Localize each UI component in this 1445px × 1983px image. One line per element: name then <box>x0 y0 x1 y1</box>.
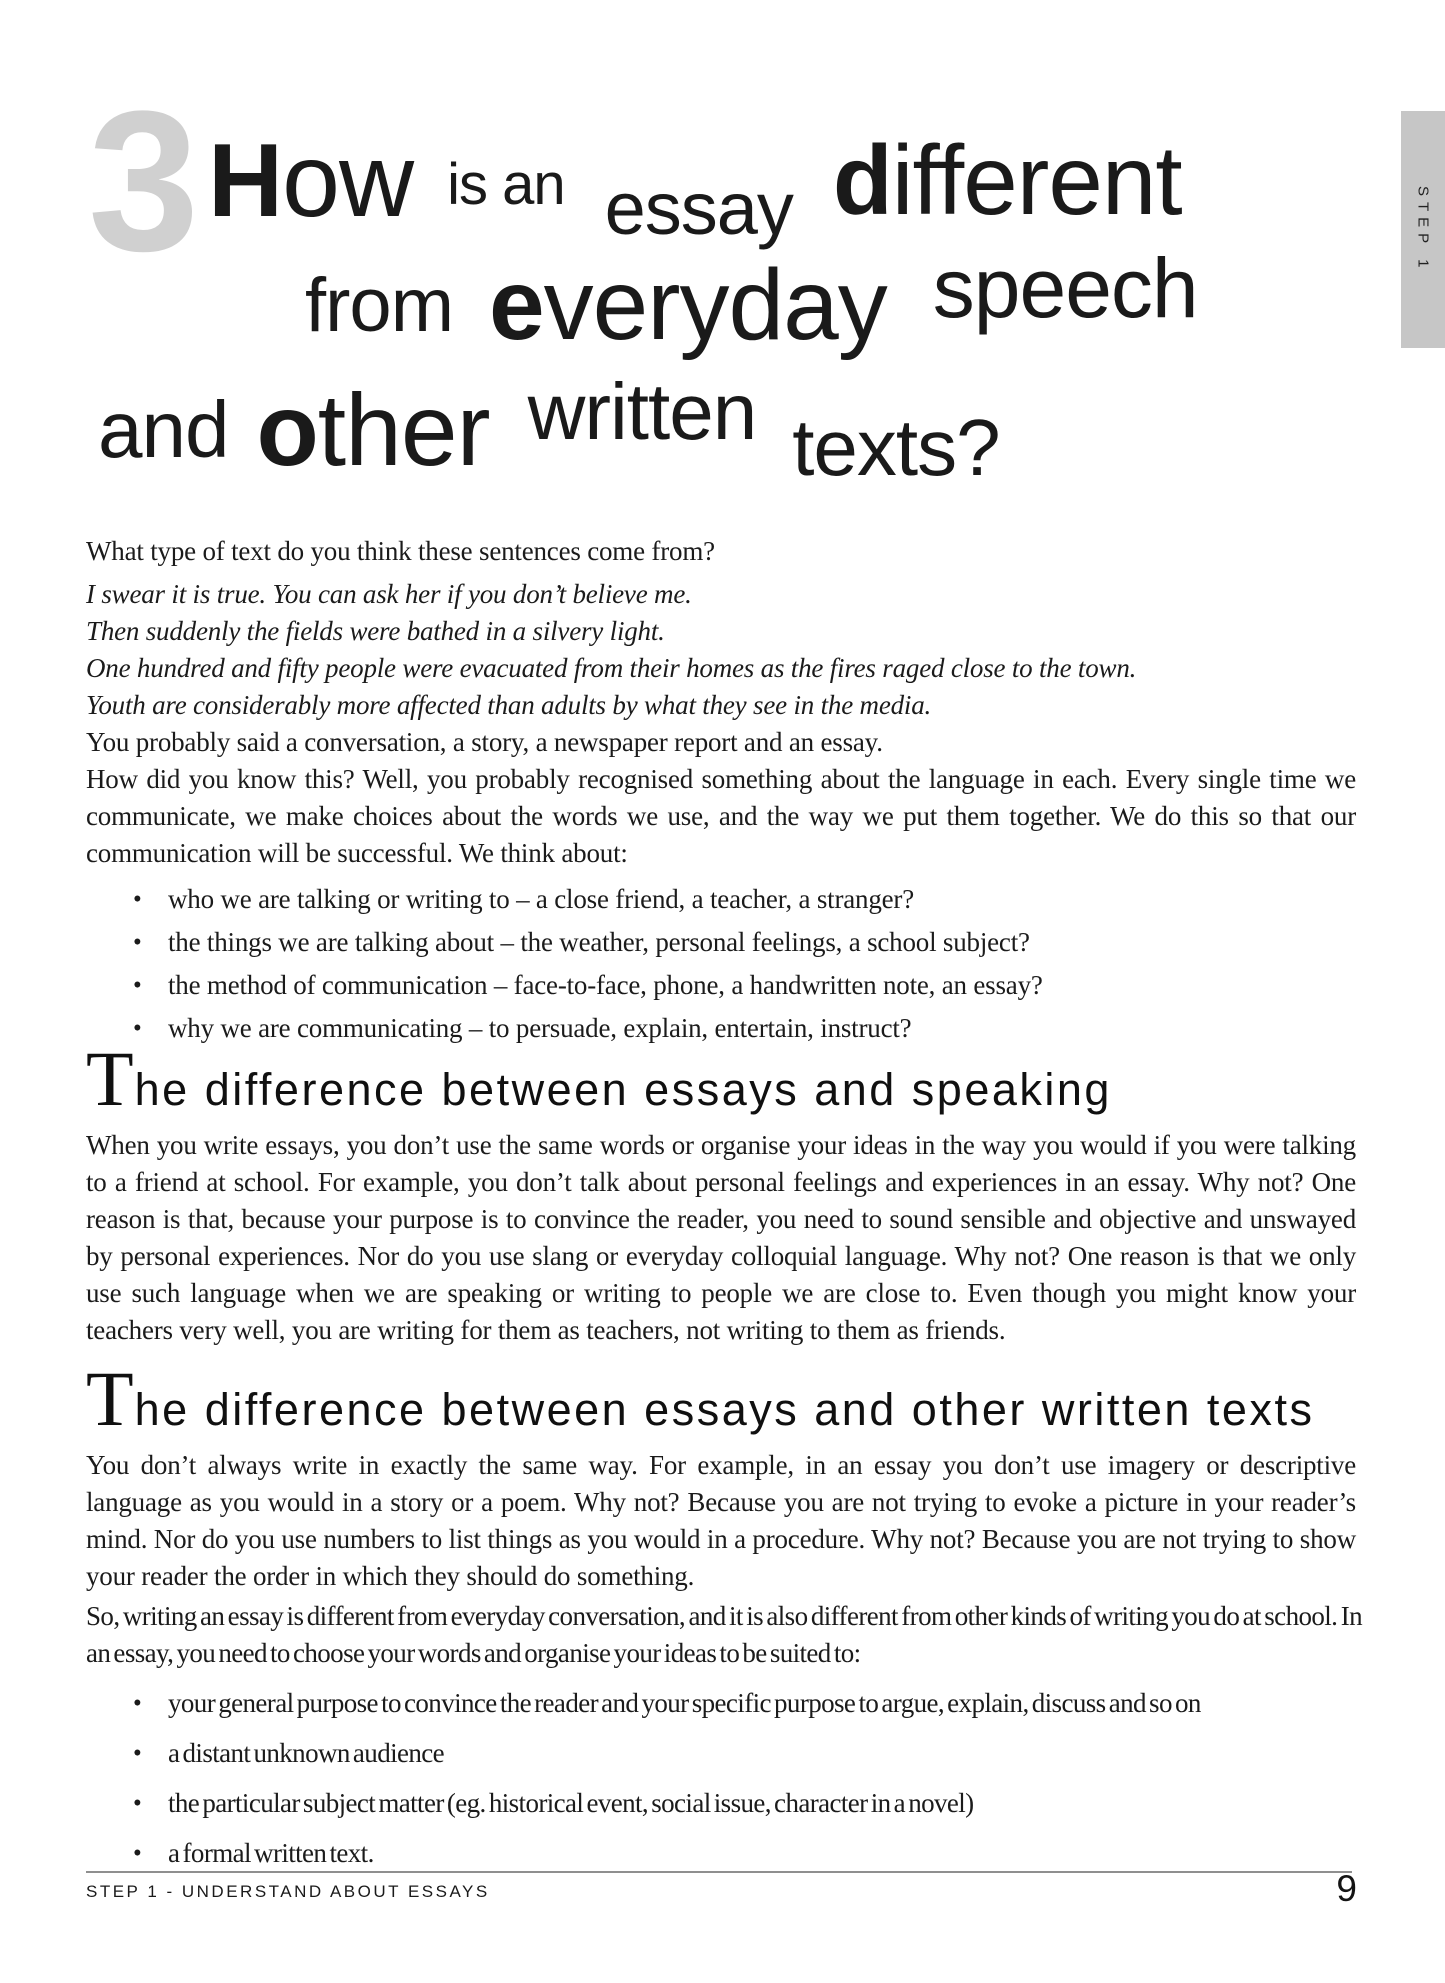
title-word-speech: speech <box>932 241 1198 335</box>
footer-running-title: STEP 1 - UNDERSTAND ABOUT ESSAYS <box>86 1882 490 1901</box>
intro-block <box>86 533 1356 1047</box>
title-word-essay: essay <box>604 167 793 250</box>
intro-question: What type of text do you think these sentences come from? <box>86 536 715 566</box>
title-word-and: and <box>98 385 229 474</box>
example-sentence: I swear it is true. You can ask her if you don’t believe me. <box>86 579 692 609</box>
list-item: • the things we are talking about – the weather, personal feelings, a school subject? <box>86 924 1356 961</box>
step-tab <box>1401 111 1445 348</box>
chapter-number: 3 <box>88 70 200 293</box>
heading-dropcap: T <box>86 1035 134 1122</box>
intro-answer: You probably said a conversation, a story, a newspaper report and an essay. <box>86 727 883 757</box>
title-word-how: How <box>208 123 414 239</box>
page-number: 9 <box>1336 1868 1357 1909</box>
section-essays-vs-speaking <box>86 1035 1356 1349</box>
section-heading: The difference between essays and other written texts <box>86 1355 1315 1442</box>
title-line-1 <box>208 122 1182 250</box>
title-word-other: other <box>256 373 490 487</box>
list-item: • the method of communication – face-to-face, phone, a handwritten note, an essay? <box>86 967 1356 1004</box>
list-item: • why we are communicating – to persuade, explain, entertain, instruct? <box>86 1010 1356 1047</box>
heading-dropcap: T <box>86 1355 134 1442</box>
title-word-from: from <box>305 263 453 348</box>
title-word-is-an: is an <box>447 152 565 217</box>
list-item: • who we are talking or writing to – a close friend, a teacher, a stranger? <box>86 881 1356 918</box>
list-item: • a distant unknown audience <box>86 1735 1362 1772</box>
list-item: • the particular subject matter (eg. historical event, social issue, character in a novel) <box>86 1785 1362 1822</box>
section-essays-vs-written-texts <box>86 1355 1356 1595</box>
title-word-written: written <box>527 367 757 456</box>
section-heading: The difference between essays and speaking <box>86 1035 1112 1122</box>
communication-choices-list <box>86 881 1356 1047</box>
title-line-3 <box>98 364 1000 492</box>
title-word-everyday: everyday <box>489 249 887 361</box>
list-item: • a formal written text. <box>86 1835 1362 1872</box>
essay-requirements-list <box>86 1685 1362 1872</box>
title-line-2 <box>305 240 1198 361</box>
example-sentence: Then suddenly the fields were bathed in a silvery light. <box>86 616 665 646</box>
list-item: • your general purpose to convince the reader and your specific purpose to argue, explain, discuss and so on <box>86 1685 1362 1722</box>
title-word-texts: texts? <box>792 403 1000 492</box>
conclusion-block <box>86 1598 1362 1872</box>
title-word-different: different <box>832 125 1182 235</box>
example-sentence: Youth are considerably more affected than adults by what they see in the media. <box>86 690 932 720</box>
section-body: You don’t always write in exactly the same way. For example, in an essay you don’t use imagery or descriptive language as you would in a story or a poem. Why not? Because you are not trying to evoke a picture in your reader’s mind. Nor do you use numbers to list things as you would in a procedure. Why not? Because you are not trying to show your reader the order in which they should do something. <box>86 1450 1356 1591</box>
footer-rule <box>86 1871 1352 1873</box>
step-tab-label: STEP 1 <box>1414 185 1432 274</box>
section-body: When you write essays, you don’t use the same words or organise your ideas in the way you would if you were talking to a friend at school. For example, you don’t talk about personal feelings and experiences in an essay. Why not? One reason is that, because your purpose is to convince the reader, you need to sound sensible and objective and unswayed by personal experiences. Nor do you use slang or everyday colloquial language. Why not? One reason is that we only use such language when we are speaking or writing to people we are close to. Even though you might know your teachers very well, you are writing for them as teachers, not writing to them as friends. <box>86 1130 1356 1345</box>
conclusion-intro: So, writing an essay is different from everyday conversation, and it is also different from other kinds of writing you do at school. In an essay, you need to choose your words and organise your ideas to be suited to: <box>86 1601 1362 1668</box>
intro-explanation: How did you know this? Well, you probably recognised something about the language in each. Every single time we communicate, we make choices about the words we use, and the way we put them together. We do this so that our communication will be successful. We think about: <box>86 764 1356 868</box>
page-title <box>90 92 1390 512</box>
example-sentence: One hundred and fifty people were evacuated from their homes as the fires raged close to the town. <box>86 653 1137 683</box>
example-sentences <box>86 576 1356 724</box>
